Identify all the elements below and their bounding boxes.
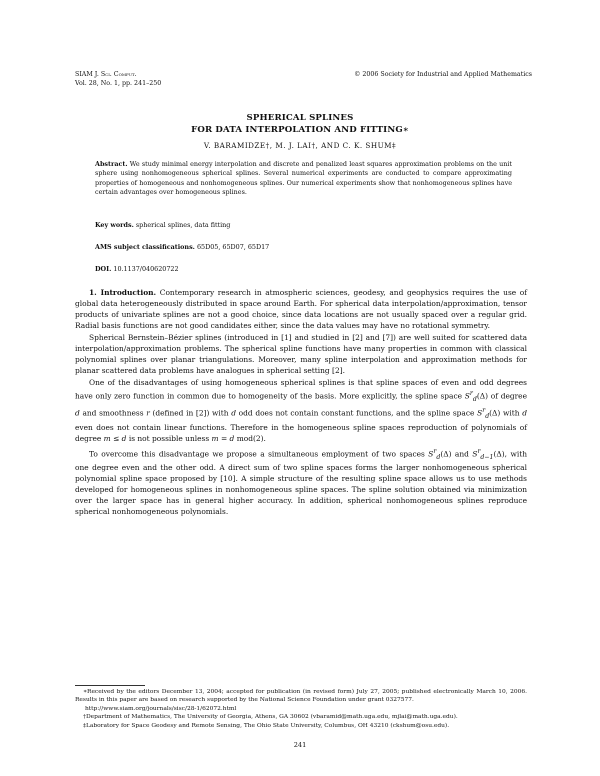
page-number: 241	[293, 741, 307, 749]
math-symbol: S	[477, 408, 483, 418]
title-line-1: SPHERICAL SPLINES	[246, 113, 354, 123]
footnote-received: ∗Received by the editors December 13, 2004; accepted for publication (in revised form) July 27, 2005; published electronically March 10, 2006. Results in this paper are based on research supported by the National Science Foundation under grant 0327577.	[75, 689, 527, 704]
paragraph-text: One of the disadvantages of using homogeneous spherical splines is that spline spaces of even and odd degrees have only zero function in common due to homogeneity of the basis. More explicitly, the spline space	[75, 378, 527, 401]
math-symbol: S	[428, 448, 434, 458]
paragraph-text: To overcome this disadvantage we propose a simultaneous employment of two spaces	[89, 448, 425, 458]
paragraph-text: odd does not contain constant functions, and the spline space	[238, 408, 475, 418]
paragraph-text: is not possible unless	[128, 434, 210, 444]
math-symbol: r	[433, 447, 437, 455]
paragraph-text: mod(2).	[236, 434, 266, 444]
math-symbol: d	[522, 408, 527, 418]
math-symbol: r	[146, 408, 150, 418]
paragraph-text: even does not contain linear functions. Therefore in the homogeneous spline spaces reproduction of polynomials of degree	[75, 423, 527, 444]
paragraph-text: (Δ) with	[489, 408, 520, 418]
paragraph	[75, 378, 527, 445]
footnote-url[interactable]: http://www.siam.org/journals/sisc/28-1/62072.html	[85, 705, 237, 712]
doi	[95, 265, 179, 273]
journal-header	[75, 71, 161, 88]
footnote-laboratory: ‡Laboratory for Space Geodesy and Remote Sensing, The Ohio State University, Columbus, OH 43210 (ckshum@osu.edu).	[83, 722, 450, 729]
section-heading: 1. Introduction.	[89, 288, 157, 297]
paragraph-text: (Δ) of degree	[476, 391, 527, 401]
paragraph-text: (Δ), with one degree even and the other odd. A direct sum of two spline spaces forms the larger nonhomogeneous spherical polynomial spline space proposed by [10]. A simple structure of the resulting spline space allows us to use methods developed for homogeneous splines in nonhomogeneous spline spaces. The spline solution obtained via minimization over the larger space has in general higher accuracy. In addition, spherical nonhomogeneous splines reproduce spherical nonhomogeneous polynomials.	[75, 448, 527, 517]
footnote-divider	[75, 685, 145, 686]
math-symbol: S	[472, 448, 478, 458]
paragraph-text: (defined in [2]) with	[152, 408, 229, 418]
math-symbol: d−1	[480, 453, 494, 461]
math-symbol: d	[472, 396, 477, 404]
footnotes	[75, 688, 527, 730]
copyright-notice: © 2006 Society for Industrial and Applied Mathematics	[354, 71, 532, 78]
author-list: V. BARAMIDZE†, M. J. LAI†, AND C. K. SHUM‡	[203, 141, 397, 150]
math-symbol: r	[482, 407, 486, 415]
ams-text: 65D05, 65D07, 65D17	[196, 243, 270, 251]
keywords-text: spherical splines, data fitting	[135, 221, 231, 229]
math-symbol: d	[231, 408, 236, 418]
math-symbol: r	[469, 390, 473, 398]
math-expression: m = d	[211, 434, 235, 444]
paragraph-text: and smoothness	[82, 408, 144, 418]
math-symbol: d	[485, 413, 490, 421]
abstract-text: We study minimal energy interpolation and discrete and penalized least squares approximation problems on the unit sphere using nonhomogeneous spherical splines. Several numerical experiments are conducted to compare approximating properties of homogeneous and nonhomogeneous splines. Our numerical experiments show that nonhomogeneous splines have certain advantages over homogeneous splines.	[95, 160, 512, 196]
doi-label: DOI.	[95, 265, 112, 273]
paragraph: Spherical Bernstein–Bézier splines (introduced in [1] and studied in [2] and [7]) are well suited for scattered data interpolation/approximation problems. The spherical spline functions have many properties in common with classical polynomial splines over planar triangulations. Moreover, many spline interpolation and approximation methods for planar scattered data problems have analogues in spherical setting [2].	[75, 333, 527, 376]
title-line-2: FOR DATA INTERPOLATION AND FITTING∗	[191, 124, 409, 135]
math-symbol: d	[436, 453, 441, 461]
journal-name: SIAM J. Sci. Comput.	[75, 71, 137, 78]
paragraph	[75, 288, 527, 332]
math-symbol: d	[75, 408, 80, 418]
ams-label: AMS subject classifications.	[95, 243, 195, 251]
keywords	[95, 221, 230, 229]
journal-volume: Vol. 28, No. 1, pp. 241–250	[75, 79, 162, 87]
paragraph	[75, 447, 527, 519]
keywords-label: Key words.	[95, 221, 134, 229]
paragraph-text: Contemporary research in atmospheric sciences, geodesy, and geophysics requires the use of global data heterogeneously distributed in space around Earth. For spherical data interpolation/approximation, tensor products of univariate splines are not a good choice, since data locations are not usually spaced over a regular grid. Radial basis functions are not good candidates either, since the data values may have no rotational symmetry.	[75, 288, 527, 330]
math-symbol: r	[477, 447, 481, 455]
abstract	[95, 160, 512, 197]
paragraph-text: (Δ) and	[440, 448, 469, 458]
ams-classifications	[95, 243, 269, 251]
abstract-label: Abstract.	[95, 160, 128, 168]
paper-title	[70, 113, 530, 136]
math-symbol: S	[464, 391, 470, 401]
introduction-section	[75, 288, 527, 518]
math-expression: m ≤ d	[103, 434, 127, 444]
footnote-department: †Department of Mathematics, The University of Georgia, Athens, GA 30602 (vbaramid@math.uga.edu, mjlai@math.uga.edu).	[83, 714, 458, 721]
doi-text: 10.1137/040620722	[113, 265, 179, 273]
